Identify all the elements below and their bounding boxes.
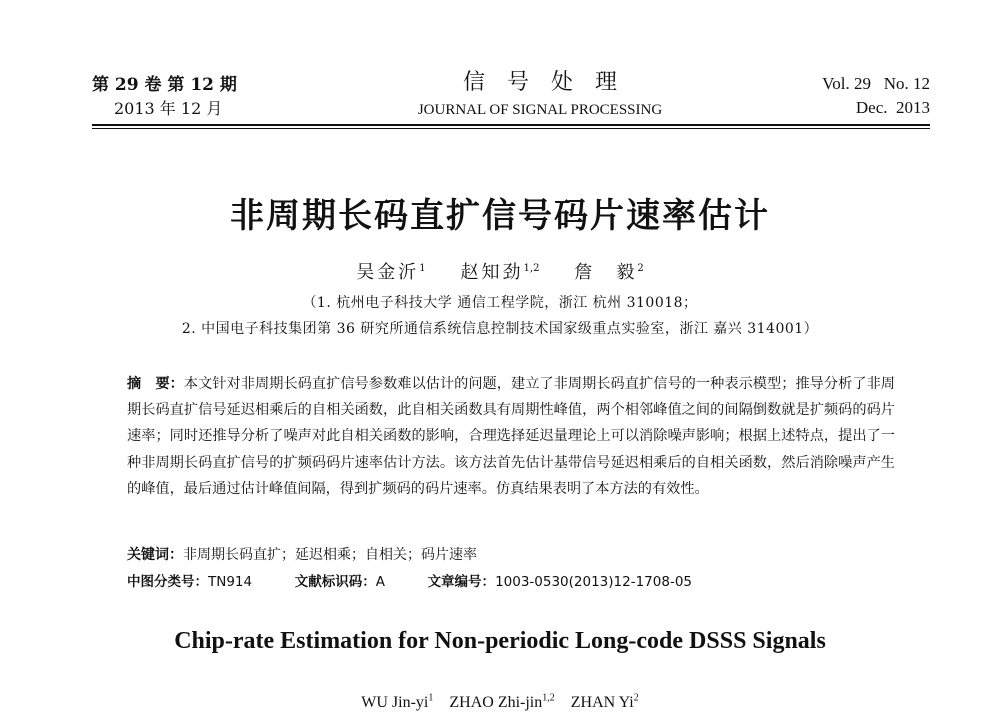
publication-date-cn: 2013 年 12 月 bbox=[114, 99, 223, 118]
author-en: WU Jin-$yi^1$ bbox=[361, 693, 434, 712]
clc-label: 中图分类号： bbox=[127, 574, 208, 590]
author-cn: 赵知劲$^{1,2}$ bbox=[460, 262, 540, 283]
doc-code-value: A bbox=[375, 574, 385, 590]
journal-title-en: JOURNAL OF SIGNAL PROCESSING bbox=[417, 102, 663, 118]
author-en: ZHAN Yi$^2$ bbox=[570, 693, 639, 712]
keywords bbox=[127, 544, 477, 564]
header-rule-thin bbox=[92, 128, 930, 129]
abstract bbox=[127, 371, 895, 502]
keywords-text: 非周期长码直扩；延迟相乘；自相关；码片速率 bbox=[183, 547, 477, 563]
author-cn: 詹 毅$^2$ bbox=[574, 262, 644, 283]
authors-en bbox=[0, 693, 1000, 712]
author-cn: 吴金沂$^1$ bbox=[356, 262, 426, 283]
article-number-value: 1003-0530(2013)12-1708-05 bbox=[495, 574, 692, 590]
abstract-label: 摘 要： bbox=[127, 376, 184, 392]
affiliation-line-1: （1. 杭州电子科技大学 通信工程学院，浙江 杭州 310018； bbox=[302, 295, 698, 311]
article-number-label: 文章编号： bbox=[427, 574, 496, 590]
classification-line bbox=[127, 570, 907, 590]
abstract-text: 本文针对非周期长码直扩信号参数难以估计的问题，建立了非周期长码直扩信号的一种表示模型；推导分析了非周期长码直扩信号延迟相乘后的自相关函数，此自相关函数具有周期性峰值，两个相邻峰值之间的间隔倒数就是扩频码的码片速率；同时还推导分析了噪声对此自相关函数的影响，合理选择延迟量理论上可以消除噪声影响；根据上述特点，提出了一种非周期长码直扩信号的扩频码码片速率估计方法。该方法首先估计基带信号延迟相乘后的自相关函数，然后消除噪声产生的峰值，最后通过估计峰值间隔，得到扩频码的码片速率。仿真结果表明了本方法的有效性。 bbox=[127, 376, 895, 497]
paper-title-en: Chip-rate Estimation for Non-periodic Long-code DSSS Signals bbox=[174, 628, 826, 654]
doc-code-label: 文献标识码： bbox=[294, 574, 376, 590]
paper-title-cn: 非周期长码直扩信号码片速率估计 bbox=[230, 196, 770, 236]
clc-value: TN914 bbox=[208, 574, 253, 590]
publication-date-en: Dec. 2013 bbox=[855, 98, 930, 117]
header-rule-thick bbox=[92, 124, 930, 126]
volume-number-en: Vol. 29 No. 12 bbox=[822, 74, 930, 93]
journal-title-cn: 信 号 处 理 bbox=[462, 70, 617, 95]
authors-cn bbox=[0, 258, 1000, 284]
keywords-label: 关键词： bbox=[127, 547, 183, 563]
affiliation-line-2: 2. 中国电子科技集团第 36 研究所通信系统信息控制技术国家级重点实验室，浙江 嘉兴 314001） bbox=[181, 321, 819, 337]
author-en: ZHAO Zhi-jin$^{1,2}$ bbox=[449, 693, 555, 712]
volume-issue: 第 29 卷 第 12 期 bbox=[92, 75, 237, 95]
